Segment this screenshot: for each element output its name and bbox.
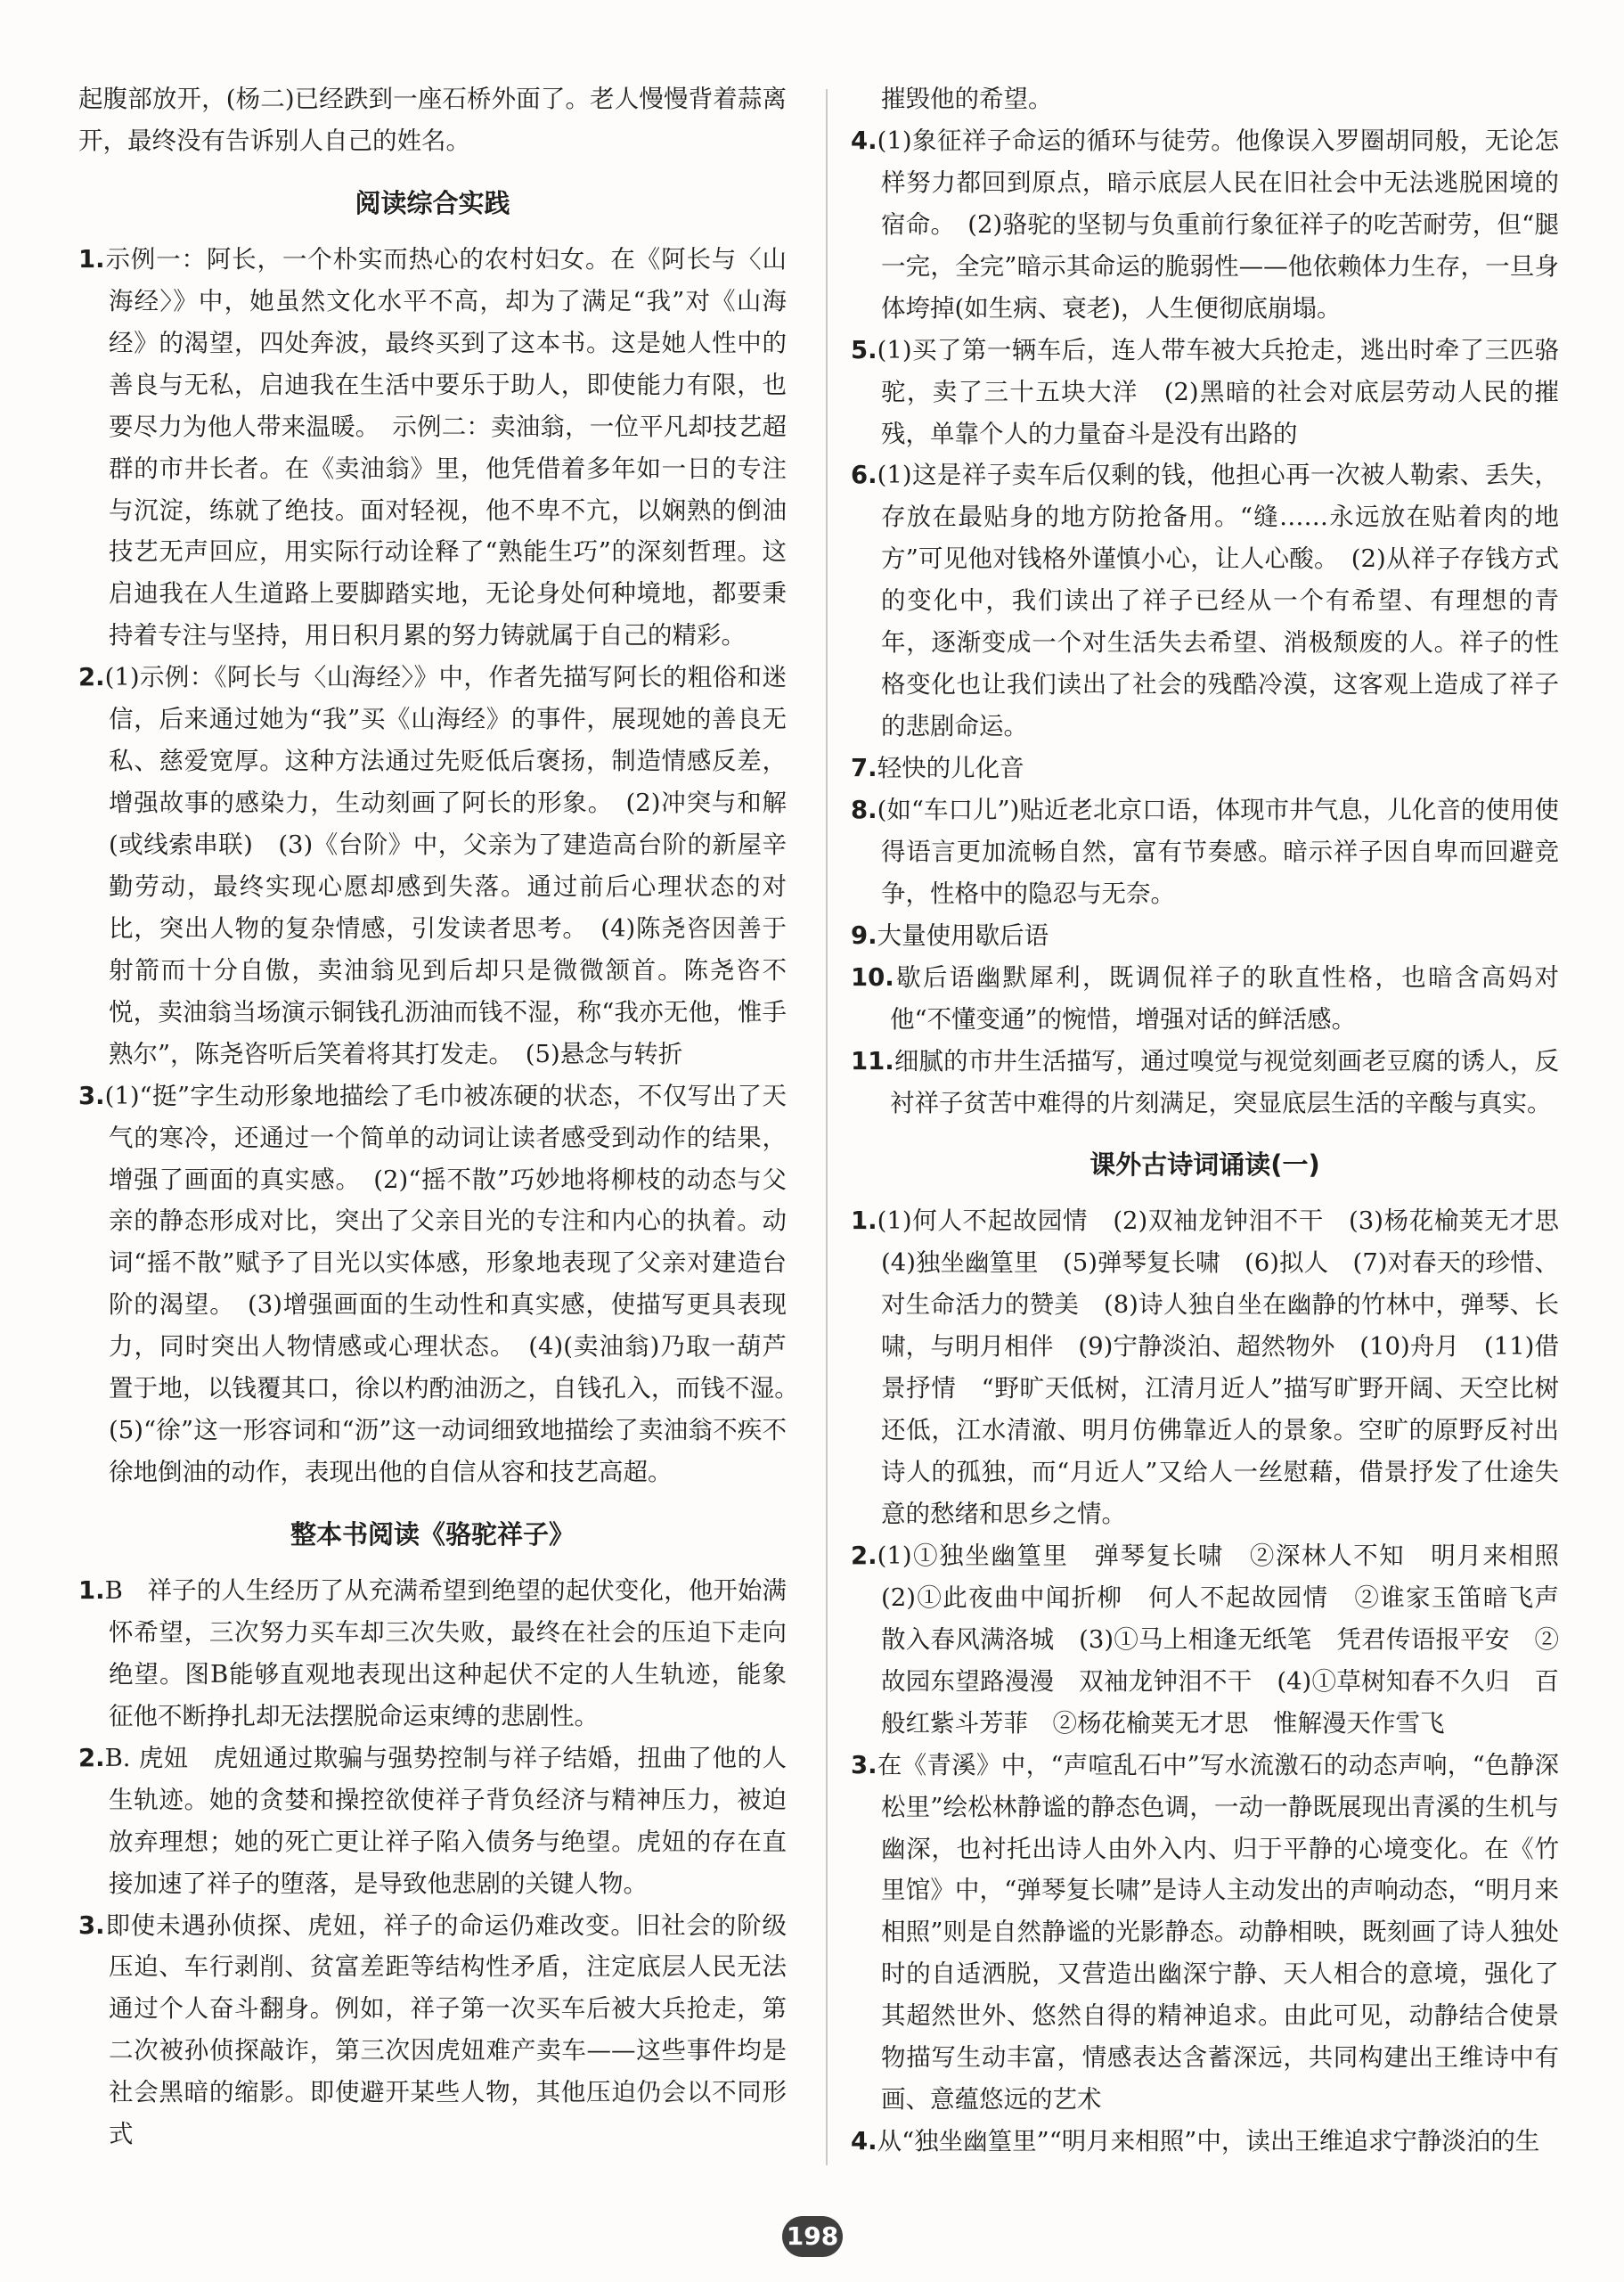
answer-item — [851, 330, 1559, 455]
item-number: 7. — [851, 754, 877, 782]
item-number: 2. — [78, 663, 105, 692]
answer-item — [851, 748, 1559, 789]
item-text: (如“车口儿”)贴近老北京口语，体现市井气息，儿化音的使用使得语言更加流畅自然，富有节奏感。暗示祥子因自卑而回避竞争，性格中的隐忍与无奈。 — [877, 795, 1559, 908]
answer-item — [78, 657, 787, 1075]
column-divider — [826, 89, 828, 2165]
answer-item — [78, 239, 787, 657]
item-number: 2. — [78, 1743, 105, 1772]
item-text: 在《青溪》中，“声喧乱石中”写水流激石的动态声响，“色静深松里”绘松林静谧的静态色调，一动一静既展现出青溪的生机与幽深，也衬托出诗人由外入内、归于平静的心境变化。在《竹里馆》中，“弹琴复长啸”是诗人主动发出的声响动态，“明月来相照”则是自然静谧的光影静态。动静相映，既刻画了诗人独处时的自适洒脱，又营造出幽深宁静、天人相合的意境，强化了其超然世外、悠然自得的精神追求。由此可见，动静结合使景物描写生动丰富，情感表达含蓄深远，共同构建出王维诗中有画、意蕴悠远的艺术 — [877, 1750, 1559, 2114]
item-number: 4. — [851, 2127, 877, 2156]
item-number: 3. — [78, 1081, 105, 1110]
item-text: 即使未遇孙侦探、虎妞，祥子的命运仍难改变。旧社会的阶级压迫、车行剥削、贫富差距等结构性矛盾，注定底层人民无法通过个人奋斗翻身。例如，祥子第一次买车后被大兵抢走，第二次被孙侦探敲诈，第三次因虎妞难产卖车——这些事件均是社会黑暗的缩影。即使避开某些人物，其他压迫仍会以不同形式 — [104, 1910, 787, 2149]
item-number: 3. — [78, 1910, 105, 1940]
item-number: 10. — [851, 962, 894, 992]
item-number: 11. — [851, 1046, 894, 1076]
section-title-reading-practice: 阅读综合实践 — [355, 187, 510, 218]
item-text: B. 虎妞 虎妞通过欺骗与强势控制与祥子结婚，扭曲了他的人生轨迹。她的贪婪和操控欲使祥子背负经济与精神压力，被迫放弃理想；她的死亡更让祥子陷入债务与绝望。虎妞的存在直接加速了祥子的堕落，是导致他悲剧的关键人物。 — [104, 1743, 787, 1898]
item-number: 6. — [851, 461, 877, 490]
item-number: 1. — [78, 244, 105, 274]
item-number: 5. — [851, 335, 877, 364]
item-number: 2. — [851, 1541, 877, 1570]
left-column — [78, 78, 812, 2155]
item-text: (1)“挺”字生动形象地描绘了毛巾被冻硬的状态，不仅写出了天气的寒冷，还通过一个简单的动词让读者感受到动作的结果，增强了画面的真实感。 (2)“摇不散”巧妙地将柳枝的动态与父亲的静态形成对比，突出了父亲目光的专注和内心的执着。动词“摇不散”赋予了目光以实体感，形象地表现了父亲对建造台阶的渴望。 (3)增强画面的生动性和真实感，使描写更具表现力，同时突出人物情感或心理状态。 (4)(卖油翁)乃取一葫芦置于地，以钱覆其口，徐以杓酌油沥之，自钱孔入，而钱不湿。 (5)“徐”这一形容词和“沥”这一动词细致地描绘了卖油翁不疾不徐地倒油的动作，表现出他的自信从容和技艺高超。 — [104, 1081, 812, 1487]
answer-item — [851, 120, 1559, 330]
answer-item — [851, 1041, 1559, 1125]
section-title-camel-xiangzi: 整本书阅读《骆驼祥子》 — [290, 1519, 575, 1550]
item-text: (1)①独坐幽篁里 弹琴复长啸 ②深林人不知 明月来相照 (2)①此夜曲中闻折柳 何人不起故园情 ②谁家玉笛暗飞声 散入春风满洛城 (3)①马上相逢无纸笔 凭君传语报平安 ②故园东望路漫漫 双袖龙钟泪不干 (4)①草树知春不久归 百般红紫斗芳菲 ②杨花榆荚无才思 惟解漫天作雪飞 — [877, 1541, 1584, 1738]
item-number: 9. — [851, 920, 877, 950]
item-text: 从“独坐幽篁里”“明月来相照”中，读出王维追求宁静淡泊的生 — [877, 2127, 1540, 2156]
continuation-text: 摧毁他的希望。 — [881, 85, 1053, 113]
answer-item — [78, 1905, 787, 2156]
item-text: 轻快的儿化音 — [877, 754, 1024, 782]
answer-item — [851, 915, 1559, 957]
answer-item — [851, 1200, 1584, 1535]
item-text: (1)这是祥子卖车后仅剩的钱，他担心再一次被人勒索、丢失，存放在最贴身的地方防抢备用。“缝……永远放在贴着肉的地方”可见他对钱格外谨慎小心，让人心酸。 (2)从祥子存钱方式的变化中，我们读出了祥子已经从一个有希望、有理想的青年，逐渐变成一个对生活失去希望、消极颓废的人。祥子的性格变化也让我们读出了社会的残酷冷漠，这客观上造成了祥子的悲剧命运。 — [877, 461, 1559, 741]
item-text: 示例一：阿长，一个朴实而热心的农村妇女。在《阿长与〈山海经〉》中，她虽然文化水平不高，却为了满足“我”对《山海经》的渴望，四处奔波，最终买到了这本书。这是她人性中的善良与无私，启迪我在生活中要乐于助人，即使能力有限，也要尽力为他人带来温暖。 示例二：卖油翁，一位平凡却技艺超群的市井长者。在《卖油翁》里，他凭借着多年如一日的专注与沉淀，练就了绝技。面对轻视，他不卑不亢，以娴熟的倒油技艺无声回应，用实际行动诠释了“熟能生巧”的深刻哲理。这启迪我在人生道路上要脚踏实地，无论身处何种境地，都要秉持着专注与坚持，用日积月累的努力铸就属于自己的精彩。 — [104, 244, 787, 650]
item-number: 1. — [78, 1576, 105, 1605]
answer-item — [78, 1570, 787, 1738]
right-column — [851, 78, 1584, 2163]
item-number: 3. — [851, 1750, 877, 1779]
item-text: B 祥子的人生经历了从充满希望到绝望的起伏变化，他开始满怀希望，三次努力买车却三次失败，最终在社会的压迫下走向绝望。图B能够直观地表现出这种起伏不定的人生轨迹，能象征他不断挣扎却无法摆脱命运束缚的悲剧性。 — [104, 1576, 787, 1730]
answer-item — [851, 2121, 1559, 2163]
intro-paragraph: 起腹部放开，(杨二)已经跌到一座石桥外面了。老人慢慢背着蒜离开，最终没有告诉别人自己的姓名。 — [78, 85, 787, 155]
answer-item — [851, 957, 1559, 1041]
item-number: 8. — [851, 795, 877, 824]
item-number: 1. — [851, 1206, 877, 1236]
section-title-ancient-poetry: 课外古诗词诵读(一) — [1089, 1149, 1320, 1181]
answer-item — [78, 1738, 787, 1905]
answer-item — [851, 454, 1559, 748]
page-number: 198 — [782, 2216, 843, 2257]
item-number: 4. — [851, 126, 877, 155]
answer-item — [851, 1535, 1584, 1745]
answer-item — [78, 1076, 812, 1493]
answer-item — [851, 789, 1559, 915]
item-text: (1)何人不起故园情 (2)双袖龙钟泪不干 (3)杨花榆荚无才思 (4)独坐幽篁里 (5)弹琴复长啸 (6)拟人 (7)对春天的珍惜、对生命活力的赞美 (8)诗人独自坐在幽静的竹林中，弹琴、长啸，与明月相伴 (9)宁静淡泊、超然物外 (10)舟月 (11)借景抒情 “野旷天低树，江清月近人”描写旷野开阔、天空比树还低，江水清澈、明月仿佛靠近人的景象。空旷的原野反衬出诗人的孤独，而“月近人”又给人一丝慰藉，借景抒发了仕途失意的愁绪和思乡之情。 — [877, 1206, 1584, 1528]
item-text: 大量使用歇后语 — [877, 920, 1049, 950]
item-text: (1)示例：《阿长与〈山海经〉》中，作者先描写阿长的粗俗和迷信，后来通过她为“我”买《山海经》的事件，展现她的善良无私、慈爱宽厚。这种方法通过先贬低后褒扬，制造情感反差，增强故事的感染力，生动刻画了阿长的形象。 (2)冲突与和解(或线索串联) (3)《台阶》中，父亲为了建造高台阶的新屋辛勤劳动，最终实现心愿却感到失落。通过前后心理状态的对比，突出人物的复杂情感，引发读者思考。 (4)陈尧咨因善于射箭而十分自傲，卖油翁见到后却只是微微颔首。陈尧咨不悦，卖油翁当场演示铜钱孔沥油而钱不湿，称“我亦无他，惟手熟尔”，陈尧咨听后笑着将其打发走。 (5)悬念与转折 — [104, 663, 787, 1068]
item-text: (1)象征祥子命运的循环与徒劳。他像误入罗圈胡同般，无论怎样努力都回到原点，暗示底层人民在旧社会中无法逃脱困境的宿命。 (2)骆驼的坚韧与负重前行象征祥子的吃苦耐劳，但“腿一完，全完”暗示其命运的脆弱性——他依赖体力生存，一旦身体垮掉(如生病、衰老)，人生便彻底崩塌。 — [877, 126, 1559, 323]
item-text: 细腻的市井生活描写，通过嗅觉与视觉刻画老豆腐的诱人，反衬祥子贫苦中难得的片刻满足，突显底层生活的辛酸与真实。 — [890, 1046, 1559, 1117]
item-text: (1)买了第一辆车后，连人带车被大兵抢走，逃出时牵了三匹骆驼，卖了三十五块大洋 (2)黑暗的社会对底层劳动人民的摧残，单靠个人的力量奋斗是没有出路的 — [877, 335, 1559, 448]
item-text: 歇后语幽默犀利，既调侃祥子的耿直性格，也暗含高妈对他“不懂变通”的惋惜，增强对话的鲜活感。 — [890, 962, 1559, 1034]
answer-item — [851, 1745, 1559, 2121]
